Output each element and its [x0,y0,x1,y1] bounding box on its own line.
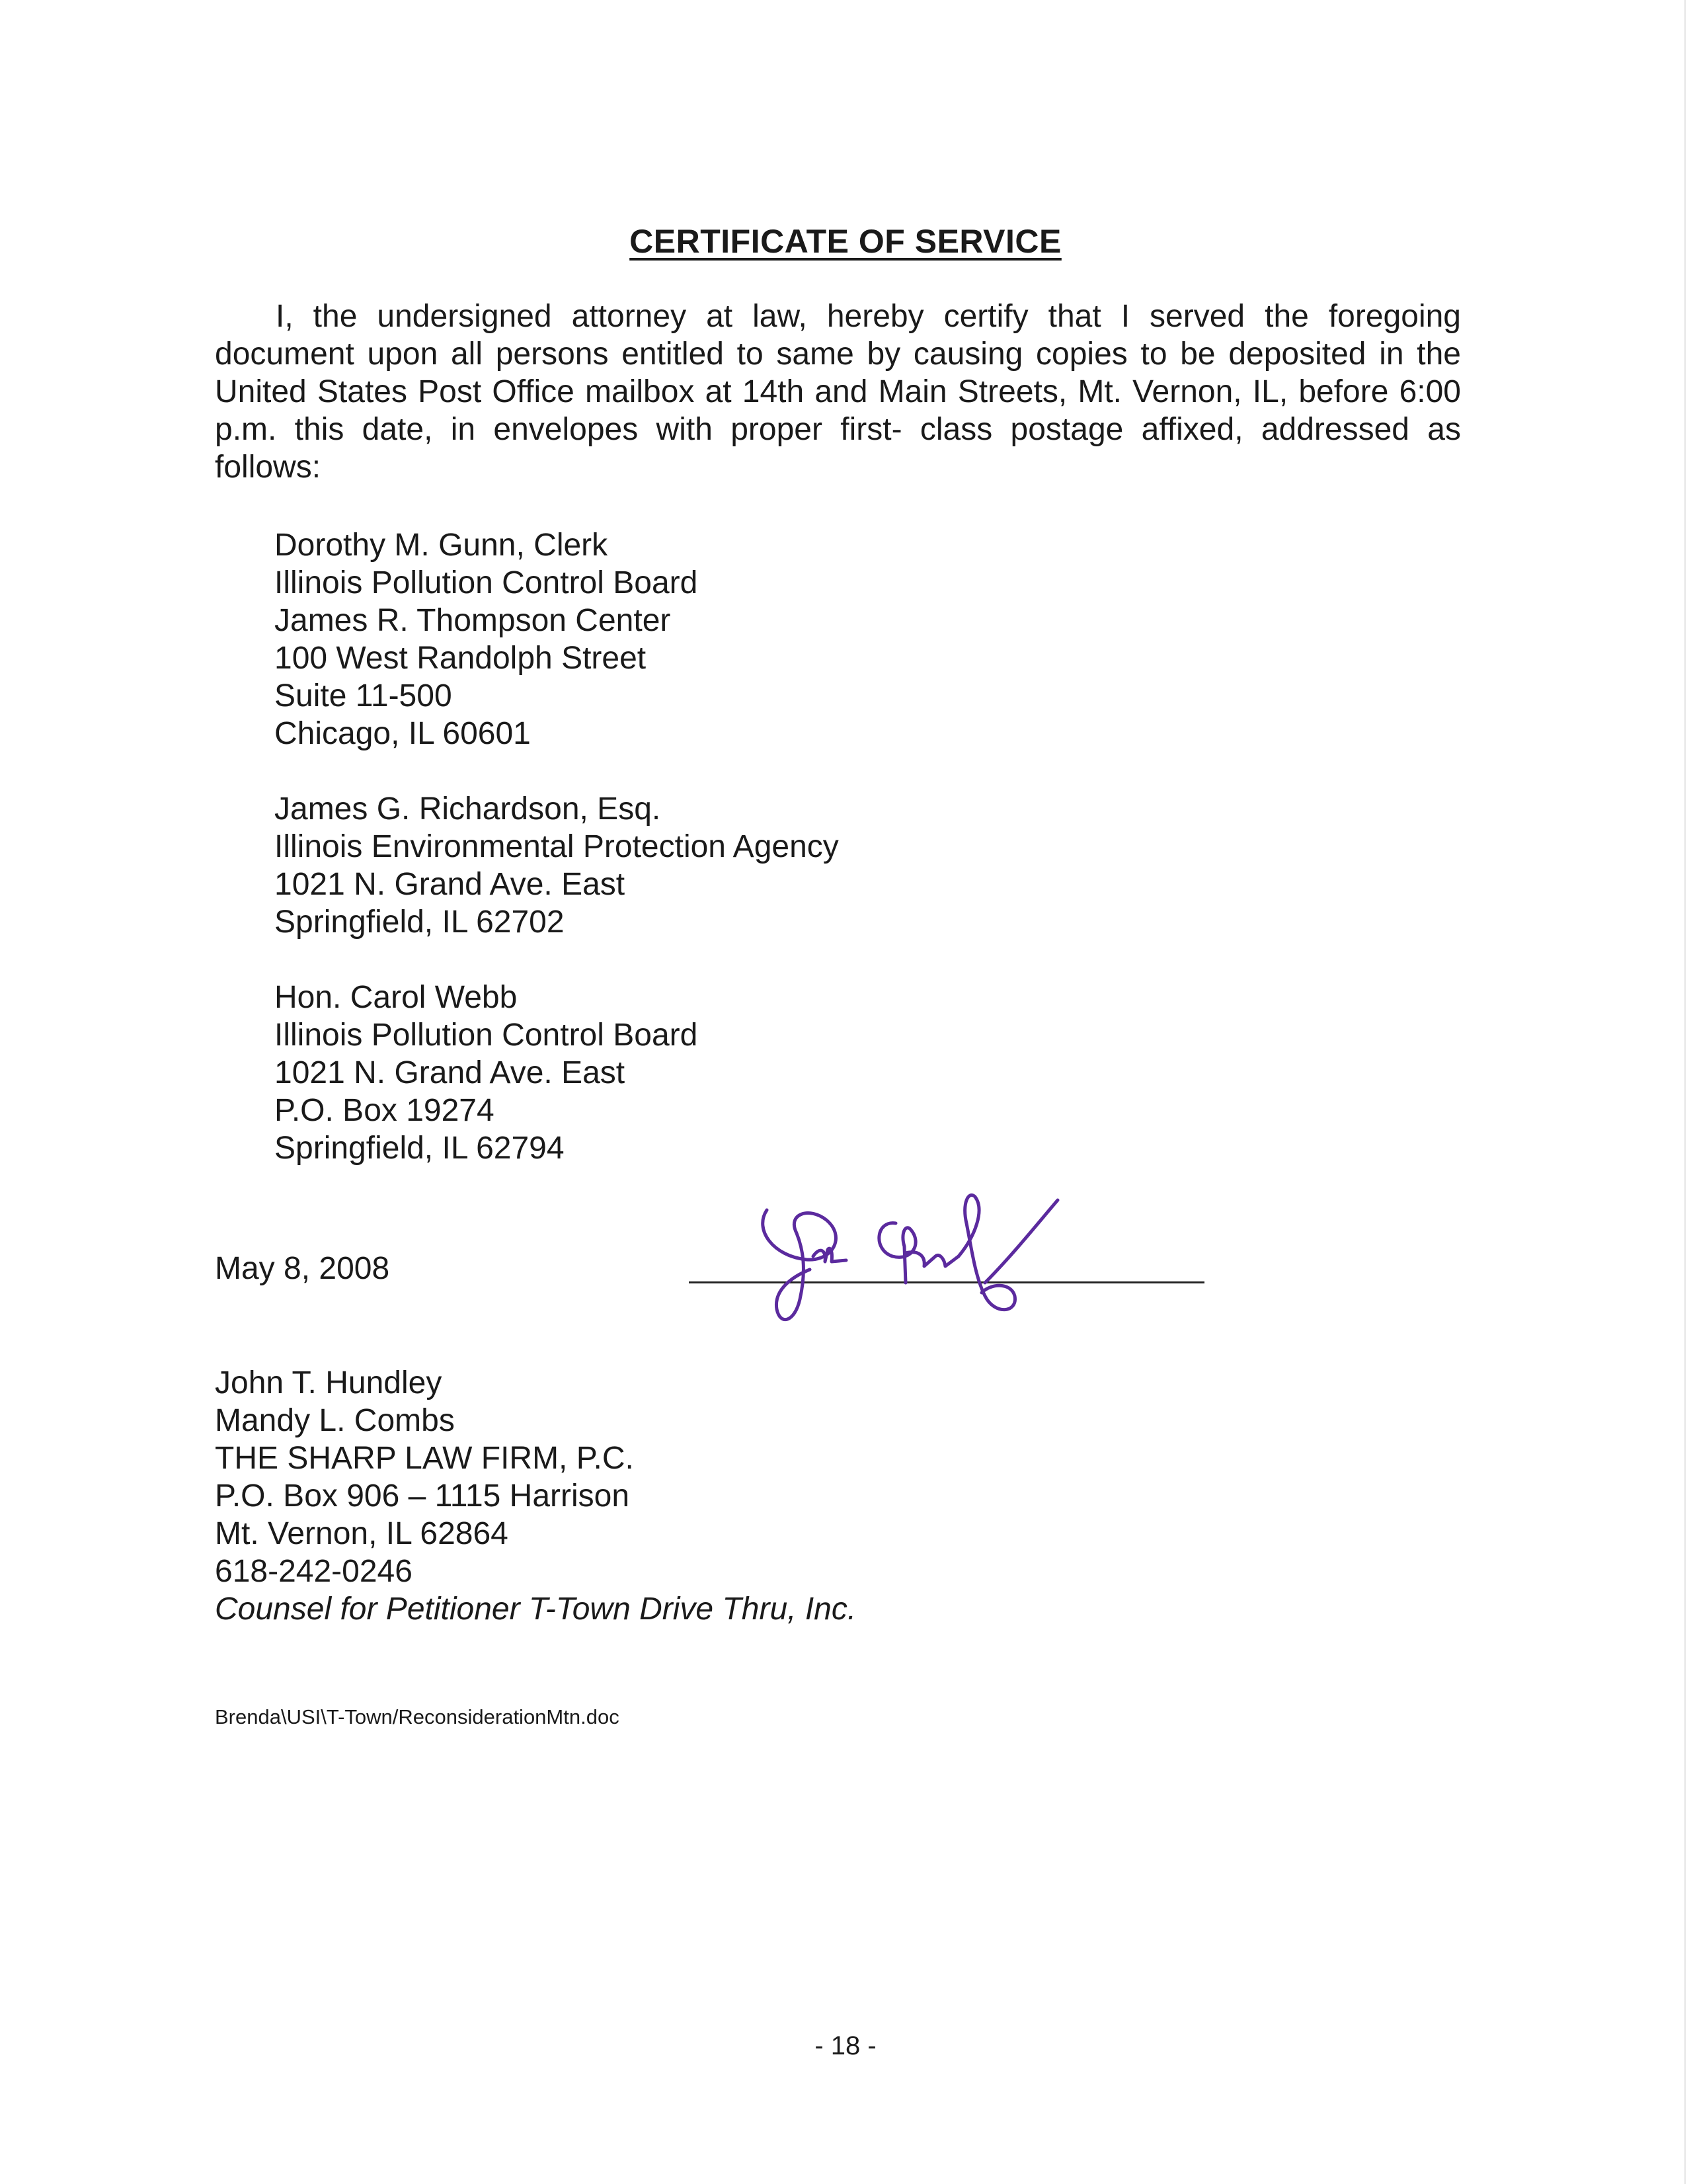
address-line: Dorothy M. Gunn, Clerk [274,528,608,563]
counsel-role: Counsel for Petitioner T-Town Drive Thru, Inc. [215,1592,857,1627]
address-line: James R. Thompson Center [274,603,671,638]
address-line: 1021 N. Grand Ave. East [274,1055,625,1090]
counsel-block [215,1364,856,1628]
scan-edge [1684,0,1686,2184]
file-path: Brenda\USI\T-Town/ReconsiderationMtn.doc [215,1705,619,1728]
address-line: Chicago, IL 60601 [274,716,531,751]
address-line: Springfield, IL 62794 [274,1131,565,1166]
counsel-line: Mandy L. Combs [215,1403,455,1438]
address-line: James G. Richardson, Esq. [274,791,661,827]
address-line: Suite 11-500 [274,678,452,713]
address-line: P.O. Box 19274 [274,1093,494,1128]
service-address-3 [274,979,697,1167]
address-line: Illinois Environmental Protection Agency [274,829,839,864]
address-line: Illinois Pollution Control Board [274,565,698,600]
address-line: Hon. Carol Webb [274,980,518,1015]
certification-paragraph: I, the undersigned attorney at law, hereby certify that I served the foregoing document upon all persons entitled to same by causing copies to be deposited in the United States Post Office mailbox at 14th and Main Streets, Mt. Vernon, IL, before 6:00 p.m. this date, in envelopes with proper first- class postage affixed, addressed as follows: [215,299,1461,485]
address-line: 1021 N. Grand Ave. East [274,867,625,902]
page-number: - 18 - [814,2031,877,2060]
counsel-line: Mt. Vernon, IL 62864 [215,1516,508,1551]
address-line: 100 West Randolph Street [274,641,647,676]
service-address-2 [274,790,839,941]
document-title: CERTIFICATE OF SERVICE [629,223,1062,260]
counsel-line: THE SHARP LAW FIRM, P.C. [215,1441,634,1476]
counsel-line: 618-242-0246 [215,1554,413,1589]
service-address-1 [274,526,697,752]
service-date: May 8, 2008 [215,1251,390,1286]
counsel-line: John T. Hundley [215,1365,442,1400]
counsel-line: P.O. Box 906 – 1115 Harrison [215,1478,630,1514]
address-line: Illinois Pollution Control Board [274,1018,698,1053]
handwritten-signature [747,1184,1091,1342]
address-line: Springfield, IL 62702 [274,905,565,940]
